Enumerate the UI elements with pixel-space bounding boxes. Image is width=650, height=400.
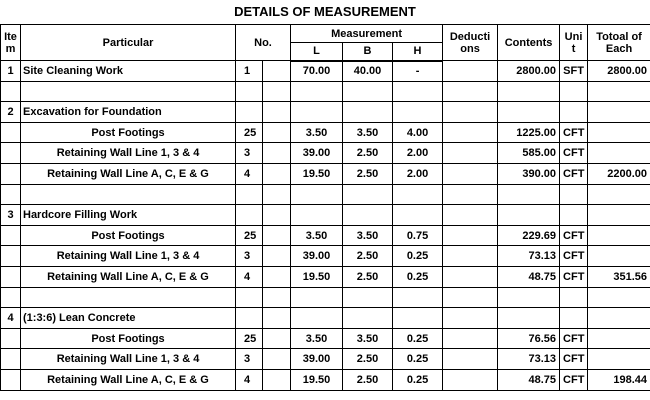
item-cell (1, 122, 21, 143)
deductions-cell (443, 205, 498, 226)
contents-cell (498, 81, 560, 102)
breadth-cell (343, 102, 393, 123)
deductions-cell (443, 81, 498, 102)
total-cell: 2200.00 (588, 163, 650, 184)
length-cell (291, 102, 343, 123)
table-row (1, 102, 650, 123)
spacer-cell (263, 287, 291, 308)
height-cell (393, 102, 443, 123)
unit-cell: CFT (560, 328, 588, 349)
item-cell: 1 (1, 61, 21, 82)
deductions-cell (443, 287, 498, 308)
total-cell: 351.56 (588, 266, 650, 287)
total-cell (588, 349, 650, 370)
spacer-cell (263, 102, 291, 123)
breadth-cell: 2.50 (343, 246, 393, 267)
total-cell (588, 143, 650, 164)
header-measurement: Measurement (291, 25, 443, 43)
unit-cell: CFT (560, 225, 588, 246)
length-cell (291, 81, 343, 102)
breadth-cell: 3.50 (343, 328, 393, 349)
table-row (1, 205, 650, 226)
item-cell: 4 (1, 308, 21, 329)
breadth-cell (343, 184, 393, 205)
contents-cell: 229.69 (498, 225, 560, 246)
unit-cell: CFT (560, 163, 588, 184)
contents-cell: 390.00 (498, 163, 560, 184)
length-cell (291, 184, 343, 205)
no-cell: 3 (236, 349, 263, 370)
length-cell (291, 205, 343, 226)
particular-cell: Post Footings (21, 328, 236, 349)
item-cell (1, 246, 21, 267)
unit-cell: CFT (560, 266, 588, 287)
no-cell: 25 (236, 122, 263, 143)
breadth-cell: 2.50 (343, 163, 393, 184)
table-row (1, 328, 650, 349)
contents-cell (498, 287, 560, 308)
total-cell (588, 81, 650, 102)
deductions-cell (443, 143, 498, 164)
height-cell: 2.00 (393, 163, 443, 184)
blank-row (1, 184, 650, 205)
table-row (1, 225, 650, 246)
unit-cell (560, 81, 588, 102)
deductions-cell (443, 328, 498, 349)
spacer-cell (263, 163, 291, 184)
measurement-table (0, 24, 650, 391)
item-cell (1, 328, 21, 349)
no-cell: 4 (236, 163, 263, 184)
total-cell (588, 205, 650, 226)
no-cell (236, 205, 263, 226)
particular-cell (21, 287, 236, 308)
particular-cell: Excavation for Foundation (21, 102, 236, 123)
table-row (1, 349, 650, 370)
breadth-cell (343, 205, 393, 226)
item-cell: 2 (1, 102, 21, 123)
header-contents: Contents (498, 25, 560, 61)
contents-cell (498, 308, 560, 329)
deductions-cell (443, 266, 498, 287)
spacer-cell (263, 266, 291, 287)
unit-cell: CFT (560, 349, 588, 370)
spacer-cell (263, 61, 291, 82)
breadth-cell: 3.50 (343, 122, 393, 143)
header-total: Totoal of Each (588, 25, 650, 61)
length-cell: 19.50 (291, 369, 343, 390)
spacer-cell (263, 184, 291, 205)
spacer-cell (263, 328, 291, 349)
spacer-cell (263, 369, 291, 390)
header-no: No. (236, 25, 291, 61)
unit-cell (560, 308, 588, 329)
particular-cell: (1:3:6) Lean Concrete (21, 308, 236, 329)
height-cell (393, 308, 443, 329)
deductions-cell (443, 102, 498, 123)
total-cell: 198.44 (588, 369, 650, 390)
no-cell (236, 102, 263, 123)
deductions-cell (443, 122, 498, 143)
header-l: L (291, 43, 343, 61)
item-cell (1, 184, 21, 205)
height-cell: 0.25 (393, 328, 443, 349)
total-cell (588, 328, 650, 349)
spacer-cell (263, 143, 291, 164)
header-h: H (393, 43, 443, 61)
height-cell (393, 81, 443, 102)
contents-cell: 48.75 (498, 369, 560, 390)
spacer-cell (263, 308, 291, 329)
breadth-cell: 40.00 (343, 61, 393, 82)
deductions-cell (443, 163, 498, 184)
contents-cell: 73.13 (498, 246, 560, 267)
no-cell: 25 (236, 225, 263, 246)
particular-cell: Post Footings (21, 122, 236, 143)
no-cell: 4 (236, 369, 263, 390)
no-cell (236, 308, 263, 329)
item-cell (1, 225, 21, 246)
height-cell: 4.00 (393, 122, 443, 143)
length-cell (291, 287, 343, 308)
total-cell (588, 246, 650, 267)
total-cell (588, 225, 650, 246)
contents-cell: 1225.00 (498, 122, 560, 143)
length-cell: 19.50 (291, 266, 343, 287)
contents-cell (498, 184, 560, 205)
total-cell (588, 102, 650, 123)
unit-cell: SFT (560, 61, 588, 82)
length-cell: 3.50 (291, 225, 343, 246)
length-cell: 3.50 (291, 122, 343, 143)
deductions-cell (443, 246, 498, 267)
breadth-cell: 2.50 (343, 266, 393, 287)
no-cell (236, 81, 263, 102)
deductions-cell (443, 184, 498, 205)
header-b: B (343, 43, 393, 61)
unit-cell: CFT (560, 246, 588, 267)
table-row (1, 122, 650, 143)
breadth-cell: 2.50 (343, 349, 393, 370)
total-cell (588, 122, 650, 143)
spacer-cell (263, 225, 291, 246)
deductions-cell (443, 61, 498, 82)
no-cell: 25 (236, 328, 263, 349)
spacer-cell (263, 122, 291, 143)
item-cell (1, 81, 21, 102)
height-cell (393, 184, 443, 205)
total-cell: 2800.00 (588, 61, 650, 82)
unit-cell (560, 184, 588, 205)
table-row (1, 61, 650, 82)
total-cell (588, 308, 650, 329)
page-title: DETAILS OF MEASUREMENT (234, 4, 416, 19)
unit-cell (560, 287, 588, 308)
height-cell: 0.25 (393, 246, 443, 267)
contents-cell: 48.75 (498, 266, 560, 287)
table-row (1, 246, 650, 267)
table-row (1, 266, 650, 287)
header-item: Ite m (1, 25, 21, 61)
particular-cell: Post Footings (21, 225, 236, 246)
no-cell: 3 (236, 246, 263, 267)
particular-cell: Retaining Wall Line A, C, E & G (21, 266, 236, 287)
table-row (1, 143, 650, 164)
length-cell: 39.00 (291, 246, 343, 267)
unit-cell: CFT (560, 369, 588, 390)
contents-cell: 585.00 (498, 143, 560, 164)
particular-cell: Retaining Wall Line 1, 3 & 4 (21, 349, 236, 370)
header-unit: Uni t (560, 25, 588, 61)
item-cell (1, 369, 21, 390)
item-cell (1, 266, 21, 287)
height-cell: 2.00 (393, 143, 443, 164)
height-cell: - (393, 61, 443, 82)
item-cell (1, 287, 21, 308)
height-cell: 0.25 (393, 369, 443, 390)
deductions-cell (443, 225, 498, 246)
contents-cell (498, 102, 560, 123)
total-cell (588, 184, 650, 205)
contents-cell (498, 205, 560, 226)
length-cell: 19.50 (291, 163, 343, 184)
particular-cell (21, 184, 236, 205)
particular-cell: Retaining Wall Line 1, 3 & 4 (21, 143, 236, 164)
height-cell: 0.25 (393, 349, 443, 370)
particular-cell (21, 81, 236, 102)
no-cell: 1 (236, 61, 263, 82)
table-row (1, 308, 650, 329)
header-deductions: Deducti ons (443, 25, 498, 61)
breadth-cell: 3.50 (343, 225, 393, 246)
breadth-cell (343, 308, 393, 329)
no-cell: 4 (236, 266, 263, 287)
height-cell (393, 205, 443, 226)
particular-cell: Retaining Wall Line A, C, E & G (21, 369, 236, 390)
item-cell (1, 143, 21, 164)
unit-cell (560, 102, 588, 123)
no-cell: 3 (236, 143, 263, 164)
height-cell: 0.75 (393, 225, 443, 246)
particular-cell: Site Cleaning Work (21, 61, 236, 82)
item-cell (1, 163, 21, 184)
contents-cell: 73.13 (498, 349, 560, 370)
unit-cell (560, 205, 588, 226)
item-cell (1, 349, 21, 370)
breadth-cell: 2.50 (343, 143, 393, 164)
contents-cell: 76.56 (498, 328, 560, 349)
blank-row (1, 81, 650, 102)
total-cell (588, 287, 650, 308)
breadth-cell: 2.50 (343, 369, 393, 390)
table-row (1, 163, 650, 184)
length-cell: 70.00 (291, 61, 343, 82)
length-cell: 3.50 (291, 328, 343, 349)
deductions-cell (443, 308, 498, 329)
length-cell: 39.00 (291, 349, 343, 370)
blank-row (1, 287, 650, 308)
particular-cell: Hardcore Filling Work (21, 205, 236, 226)
spacer-cell (263, 205, 291, 226)
particular-cell: Retaining Wall Line 1, 3 & 4 (21, 246, 236, 267)
deductions-cell (443, 369, 498, 390)
deductions-cell (443, 349, 498, 370)
contents-cell: 2800.00 (498, 61, 560, 82)
particular-cell: Retaining Wall Line A, C, E & G (21, 163, 236, 184)
table-row (1, 369, 650, 390)
spacer-cell (263, 349, 291, 370)
breadth-cell (343, 81, 393, 102)
height-cell (393, 287, 443, 308)
unit-cell: CFT (560, 122, 588, 143)
breadth-cell (343, 287, 393, 308)
header-particular: Particular (21, 25, 236, 61)
length-cell: 39.00 (291, 143, 343, 164)
length-cell (291, 308, 343, 329)
spacer-cell (263, 246, 291, 267)
no-cell (236, 287, 263, 308)
height-cell: 0.25 (393, 266, 443, 287)
spacer-cell (263, 81, 291, 102)
item-cell: 3 (1, 205, 21, 226)
no-cell (236, 184, 263, 205)
unit-cell: CFT (560, 143, 588, 164)
